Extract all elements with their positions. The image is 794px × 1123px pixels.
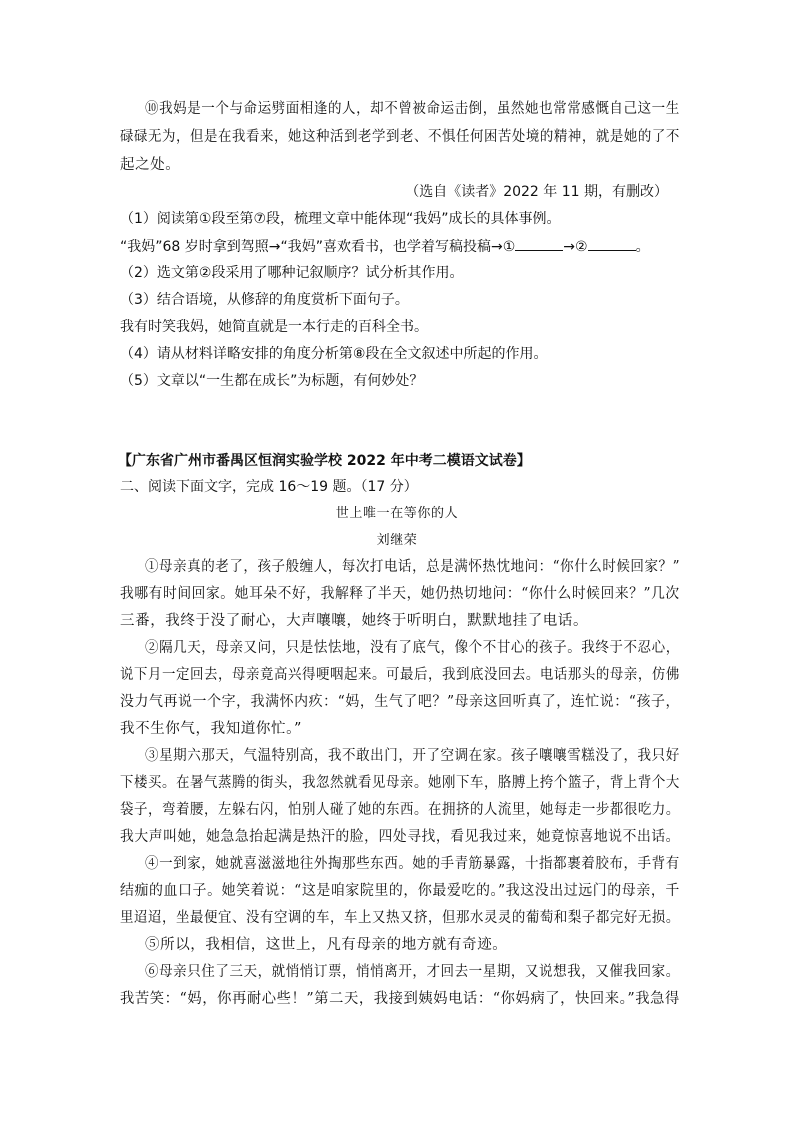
section-instruction: 二、阅读下面文字，完成 16～19 题。（17 分）: [120, 479, 418, 495]
paragraph-10-line-2: 碌碌无为，但是在我看来，她这种活到老学到老、不惧任何困苦处境的精神，就是她的了不: [120, 129, 680, 145]
passage-line: 三番，我终于没了耐心，大声嚷嚷，她终于听明白，默默地挂了电话。: [120, 613, 589, 629]
passage-line: ④一到家，她就喜滋滋地往外掏那些东西。她的手青筋暴露，十指都裹着胶布，手背有: [145, 856, 680, 872]
question-2: （2）选文第②段采用了哪种记叙顺序？试分析其作用。: [120, 265, 464, 281]
source-citation: （选自《读者》2022 年 11 期，有删改）: [405, 184, 668, 200]
passage-line: 袋子，弯着腰，左躲右闪，怕别人碰了她的东西。在拥挤的人流里，她每走一步都很吃力。: [120, 802, 680, 818]
passage-line: 下楼买。在暑气蒸腾的街头，我忽然就看见母亲。她刚下车，胳膊上挎个篮子，背上背个大: [120, 775, 680, 791]
question-3-sentence: 我有时笑我妈，她简直就是一本行走的百科全书。: [120, 319, 428, 335]
passage-line: 没力气再说一个字，我满怀内疚：“妈，生气了吧？”母亲这回听真了，连忙说：“孩子，: [120, 694, 681, 710]
passage-title: 世上唯一在等你的人: [335, 506, 459, 521]
question-5: （5）文章以“一生都在成长”为标题，有何妙处？: [120, 373, 424, 389]
passage-line: 我哪有时间回家。她耳朵不好，我解释了半天，她仍热切地问：“你什么时候回来？”几次: [120, 586, 680, 602]
question-1: （1）阅读第①段至第⑦段，梳理文章中能体现“我妈”成长的具体事例。: [120, 211, 561, 227]
passage-line: ③星期六那天，气温特别高，我不敢出门，开了空调在家。孩子嚷嚷雪糕没了，我只好: [145, 748, 680, 764]
passage-line: ①母亲真的老了，孩子般缠人，每次打电话，总是满怀热忱地问：“你什么时候回家？”: [145, 559, 681, 575]
passage-author: 刘继荣: [376, 533, 418, 548]
chain-prefix: “我妈”68 岁时拿到驾照→“我妈”喜欢看书，也学着写稿投稿→①: [120, 239, 516, 255]
paragraph-10-line-3: 起之处。: [120, 157, 181, 173]
chain-end: 。: [635, 239, 650, 255]
section-source-header: 【广东省广州市番禺区恒润实验学校 2022 年中考二模语文试卷】: [118, 453, 531, 469]
passage-line: 我大声叫她，她急急抬起满是热汗的脸，四处寻找，看见我过来，她竟惊喜地说不出话。: [120, 829, 681, 845]
passage-line: 我不生你气，我知道你忙。”: [120, 721, 302, 737]
question-1-chain: [120, 236, 650, 257]
answer-blank-1[interactable]: [515, 236, 563, 251]
question-3: （3）结合语境，从修辞的角度赏析下面句子。: [120, 292, 409, 308]
question-4: （4）请从材料详略安排的角度分析第⑧段在全文叙述中所起的作用。: [120, 346, 548, 362]
chain-mid: →②: [563, 239, 588, 255]
answer-blank-2[interactable]: [588, 236, 636, 251]
passage-line: ⑤所以，我相信，这世上，凡有母亲的地方就有奇迹。: [145, 937, 508, 953]
passage-line: 说下月一定回去，母亲竟高兴得哽咽起来。可最后，我到底没回去。电话那头的母亲，仿佛: [120, 667, 680, 683]
passage-line: 结痂的血口子。她笑着说：“这是咱家院里的，你最爱吃的。”我这没出过远门的母亲，千: [120, 883, 680, 899]
passage-line: 我苦笑：“妈，你再耐心些！”第二天，我接到姨妈电话：“你妈病了，快回来。”我急得: [120, 991, 680, 1007]
paragraph-10-line-1: ⑩我妈是一个与命运劈面相逢的人，却不曾被命运击倒，虽然她也常常感慨自己这一生: [145, 101, 680, 117]
passage-line: ⑥母亲只住了三天，就悄悄订票，悄悄离开，才回去一星期，又说想我，又催我回家。: [145, 964, 680, 980]
passage-line: ②隔几天，母亲又问，只是怯怯地，没有了底气，像个不甘心的孩子。我终于不忍心，: [145, 640, 680, 656]
passage-line: 里迢迢，坐最便宜、没有空调的车，车上又热又挤，但那水灵灵的葡萄和梨子都完好无损。: [120, 910, 680, 926]
